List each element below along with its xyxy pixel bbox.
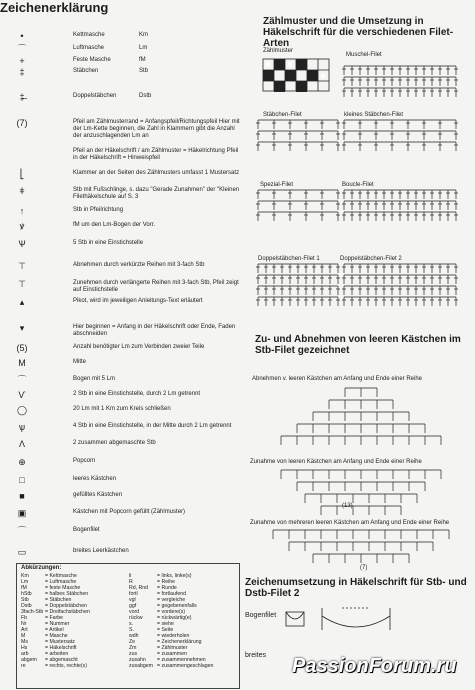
abbr-entry: = halbes Stäbchen (45, 591, 89, 597)
abbr-entry: = vordere(s) (157, 609, 186, 615)
legend-label: Mitte (73, 359, 87, 365)
legend-label: Abnehmen durch verkürzte Reihen mit 3-fach Stb (73, 262, 205, 268)
legend-label: Stb in Pfeilrichtung (73, 207, 124, 213)
abbr-entry: = zusammen (157, 651, 187, 657)
stitch-symbol-icon: ѱ (18, 422, 26, 432)
abbr-entry: = gegebenenfalls (157, 603, 197, 609)
abbr-entry: s. (129, 621, 134, 627)
legend-label: leeres Kästchen (73, 476, 117, 482)
abbr-entry: = Dreifachstäbchen (45, 609, 90, 615)
caption-kleines-staebchen-filet: kleines Stäbchen-Filet (344, 112, 404, 118)
stitch-symbol-icon: + (19, 56, 25, 66)
abbr-entry: Art (21, 627, 28, 633)
caption-zunahme-mehrere: Zunahme von mehreren leeren Kästchen am Anfang und Ende einer Reihe (250, 520, 450, 526)
stitch-symbol-icon: ꝟ (19, 221, 25, 231)
abbr-entry: = zusammengeschlagen (157, 663, 214, 669)
abbr-entry: = Runde (157, 585, 177, 591)
stitch-symbol-icon: ■ (19, 491, 25, 501)
caption-dstb-filet-2: Doppelstäbchen-Filet 2 (340, 256, 402, 262)
label-breites: breites (245, 652, 267, 659)
abbreviations-box (16, 563, 240, 689)
abbr-entry: = links, linke(s) (157, 573, 192, 579)
abbr-entry: = feste Masche (45, 585, 81, 591)
stitch-symbol-icon: ▣ (17, 508, 27, 518)
stitch-symbol-icon: ⊕ (18, 457, 26, 467)
abbr-entry: Ms (21, 639, 28, 645)
abbr-entry: = Artikel (45, 627, 64, 633)
abbr-entry: ggf (129, 603, 137, 609)
legend-label: gefülltes Kästchen (73, 492, 123, 498)
caption-dstb-filet-1: Doppelstäbchen-Filet 1 (258, 256, 320, 262)
abbr-entry: abgem (21, 657, 37, 663)
abbr-entry: Km (21, 573, 29, 579)
label-7: (7) (360, 565, 368, 571)
abbr-entry: = siehe (157, 621, 174, 627)
abbr-entry: Hs (21, 645, 28, 651)
stitch-symbol-icon: ⌒ (17, 526, 27, 536)
stitch-symbol-icon: □ (19, 475, 25, 485)
legend-label: Stb mit Fußschlinge, s. dazu "Gerade Zunahmen" der "Kleinen Filethäkelschule auf S. 3 (73, 187, 240, 200)
right-title: Zählmuster und die Umsetzung in Häkelschrift für die verschiedenen Filet-Arten (263, 16, 454, 49)
filet-samples (256, 60, 472, 322)
abbr-col-3 (129, 573, 153, 669)
stitch-symbol-icon: ⌒ (17, 44, 27, 54)
stitch-symbol-icon: Ѱ (18, 239, 26, 249)
legend-label: Feste Masche (73, 57, 111, 63)
abbr-col-1 (21, 573, 43, 669)
legend-label: 2 zusammen abgemaschte Stb (73, 440, 156, 446)
watermark: PassionForum.ru (292, 655, 457, 677)
abbr-entry: fortl (129, 591, 138, 597)
abbr-entry: hStb (21, 591, 32, 597)
legend-symbol-text: (5) (16, 343, 28, 353)
legend-abbr: Dstb (139, 93, 152, 99)
abbr-entry: = Nummer (45, 621, 70, 627)
label-13: (13) (342, 503, 353, 509)
section2-title: Zu- und Abnehmen von leeren Kästchen im Stb-Filet gezeichnet (255, 334, 461, 356)
abbr-entry: = Stäbchen (45, 597, 72, 603)
stitch-symbol-icon: ‡ (19, 67, 25, 77)
stitch-symbol-icon: ‡̶ (19, 92, 25, 102)
abbr-entry: Zm (129, 645, 137, 651)
abbr-entry: = Masche (45, 633, 68, 639)
abbr-entry: = Luftmasche (45, 579, 77, 585)
legend-label: Hier beginnen = Anfang in der Häkelschrift oder Ende, Faden abschneiden (73, 324, 236, 337)
abbr-entry: rückw (129, 615, 143, 621)
abbr-entry: S. (129, 627, 134, 633)
legend-title: Zeichenerklärung (0, 0, 109, 15)
legend-label: breites Leerkästchen (73, 548, 129, 554)
abbr-entry: = arbeiten (45, 651, 69, 657)
caption-spezial-filet: Spezial-Filet (260, 182, 294, 188)
abbr-entry: = Mustersatz (45, 639, 75, 645)
abbr-entry: = rechts, rechte(s) (45, 663, 87, 669)
stitch-symbol-icon: ⊤ (18, 261, 26, 271)
abbr-entry: = wiederholen (157, 633, 190, 639)
legend-label: 5 Stb in eine Einstichstelle (73, 240, 144, 246)
stitch-symbol-icon: Ѵ (18, 390, 26, 400)
abbr-entry: vord (129, 609, 140, 615)
abbr-entry: Lm (21, 579, 29, 585)
caption-staebchen-filet: Stäbchen-Filet (263, 112, 302, 118)
abbr-entry: = vergleiche (157, 597, 186, 603)
abbreviations-title: Abkürzungen: (21, 565, 62, 571)
legend-label: Pfeil am Zählmusterrand = Anfangspfeil/Richtungspfeil Hier mit der Lm-Kette beginnen, die Zahl in Klammern gibt die Anzahl der anzuschlagenden Lm an (73, 119, 240, 139)
abbr-entry: = Doppelstäbchen (45, 603, 87, 609)
abbr-entry: zusabgem (129, 663, 153, 669)
legend-label: Zunehmen durch verlängerte Reihen mit 3-fach Stb, Pfeil zeigt auf Einstichstelle (73, 280, 239, 293)
legend-label: Kettmasche (73, 32, 105, 38)
abbr-entry: fM (21, 585, 27, 591)
stitch-symbol-icon: Λ (18, 439, 25, 449)
legend-abbr: Stb (139, 68, 149, 74)
abbr-entry: = zusammennehmen (157, 657, 206, 663)
abbr-entry: = Farbe (45, 615, 64, 621)
legend-label: Pikot, wird im jeweiligen Anleitungs-Text erläutert (73, 298, 203, 304)
caption-muschel-filet: Muschel-Filet (346, 52, 382, 58)
stitch-symbol-icon: ▭ (17, 547, 27, 557)
abbr-entry: = abgemascht (45, 657, 78, 663)
stitch-symbol-icon: ⊤ (18, 279, 26, 289)
stitch-symbol-icon: ǂ (19, 186, 25, 196)
legend-label: Stäbchen (73, 68, 99, 74)
abbr-entry: R (129, 579, 133, 585)
abbr-entry: = Kettmasche (45, 573, 77, 579)
abbr-entry: re (21, 663, 26, 669)
legend-label: Klammer an der Seiten des Zählmusters umfasst 1 Mustersatz (73, 170, 240, 176)
abbr-entry: Rd, Rnd (129, 585, 149, 591)
legend-label: Popcorn (73, 458, 96, 464)
abbr-entry: Fb (21, 615, 28, 621)
abbr-entry: = rückwärtig(e) (157, 615, 192, 621)
legend-label: Bogenfilet (73, 527, 100, 533)
legend-abbr: Km (139, 32, 148, 38)
caption-boucle-filet: Boucle-Filet (342, 182, 374, 188)
legend-label: Doppelstäbchen (73, 93, 117, 99)
caption-abnehmen: Abnehmen v. leeren Kästchen am Anfang und Ende einer Reihe (252, 376, 423, 382)
abbr-entry: 3fach-Stb (21, 609, 44, 615)
label-bogenfilet: Bogenfilet (245, 612, 277, 619)
abbr-entry: zusahn (129, 657, 146, 663)
abbr-entry: Nr (21, 621, 27, 627)
abbr-entry: = Zeichenerklärung (157, 639, 202, 645)
legend-label: Pfeil an der Häkelschrift / am Zählmuster = Häkelrichtung Pfeil in der Häkelschrift = Hinweispfeil (73, 148, 239, 161)
legend-abbr: fM (139, 57, 146, 63)
legend-symbol-text: (7) (16, 118, 28, 128)
legend-label: Bogen mit 5 Lm (73, 376, 116, 382)
caption-zaehlmuster: Zählmuster (263, 48, 294, 54)
abbr-entry: wdh (129, 633, 139, 639)
abbr-entry: = Reihe (157, 579, 176, 585)
increase-decrease-diagrams (250, 384, 472, 564)
stitch-symbol-icon: ▴ (19, 297, 25, 307)
abbr-entry: li (129, 573, 132, 579)
legend-symbol-text: M (18, 358, 26, 368)
legend-label: 2 Stb in eine Einstichstelle, durch 2 Lm getrennt (73, 391, 201, 397)
abbr-entry: Stb (21, 597, 29, 603)
stitch-symbol-icon: ▾ (19, 323, 25, 333)
legend-abbr: Lm (139, 45, 148, 51)
section3-title: Zeichenumsetzung in Häkelschrift für Stb- und Dstb-Filet 2 (245, 577, 467, 599)
abbr-col-4 (157, 573, 213, 669)
abbr-entry: vgl (129, 597, 136, 603)
abbr-entry: = Häkelschrift (45, 645, 77, 651)
legend-label: 20 Lm mit 1 Km zum Kreis schließen (73, 406, 171, 412)
abbr-col-2 (45, 573, 90, 669)
abbr-entry: arb (21, 651, 29, 657)
abbr-entry: M (21, 633, 26, 639)
legend-label: Kästchen mit Popcorn gefüllt (Zählmuster) (73, 509, 186, 515)
abbr-entry: = Zählmuster (157, 645, 188, 651)
stitch-symbol-icon: • (20, 31, 24, 41)
legend-label: Anzahl benötigter Lm zum Verbinden zweier Teile (73, 344, 205, 350)
caption-zunahme: Zunahme von leeren Kästchen am Anfang und Ende einer Reihe (250, 459, 422, 465)
legend-label: 4 Stb in eine Einstichstelle, in der Mitte durch 2 Lm getrennt (73, 423, 232, 429)
legend-label: Luftmasche (73, 45, 105, 51)
abbr-entry: Ze (129, 639, 136, 645)
stitch-symbol-icon: ⌒ (17, 375, 27, 385)
stitch-symbol-icon: ⎣ (19, 169, 25, 179)
legend-label: fM um den Lm-Bogen der Vorr. (73, 222, 156, 228)
abbr-entry: = fortlaufend (157, 591, 186, 597)
abbr-entry: = Seite (157, 627, 174, 633)
abbr-entry: zus (129, 651, 138, 657)
stitch-symbol-icon: ◯ (16, 405, 28, 415)
stitch-symbol-icon: ↑ (19, 206, 25, 216)
abbr-entry: Dstb (21, 603, 32, 609)
